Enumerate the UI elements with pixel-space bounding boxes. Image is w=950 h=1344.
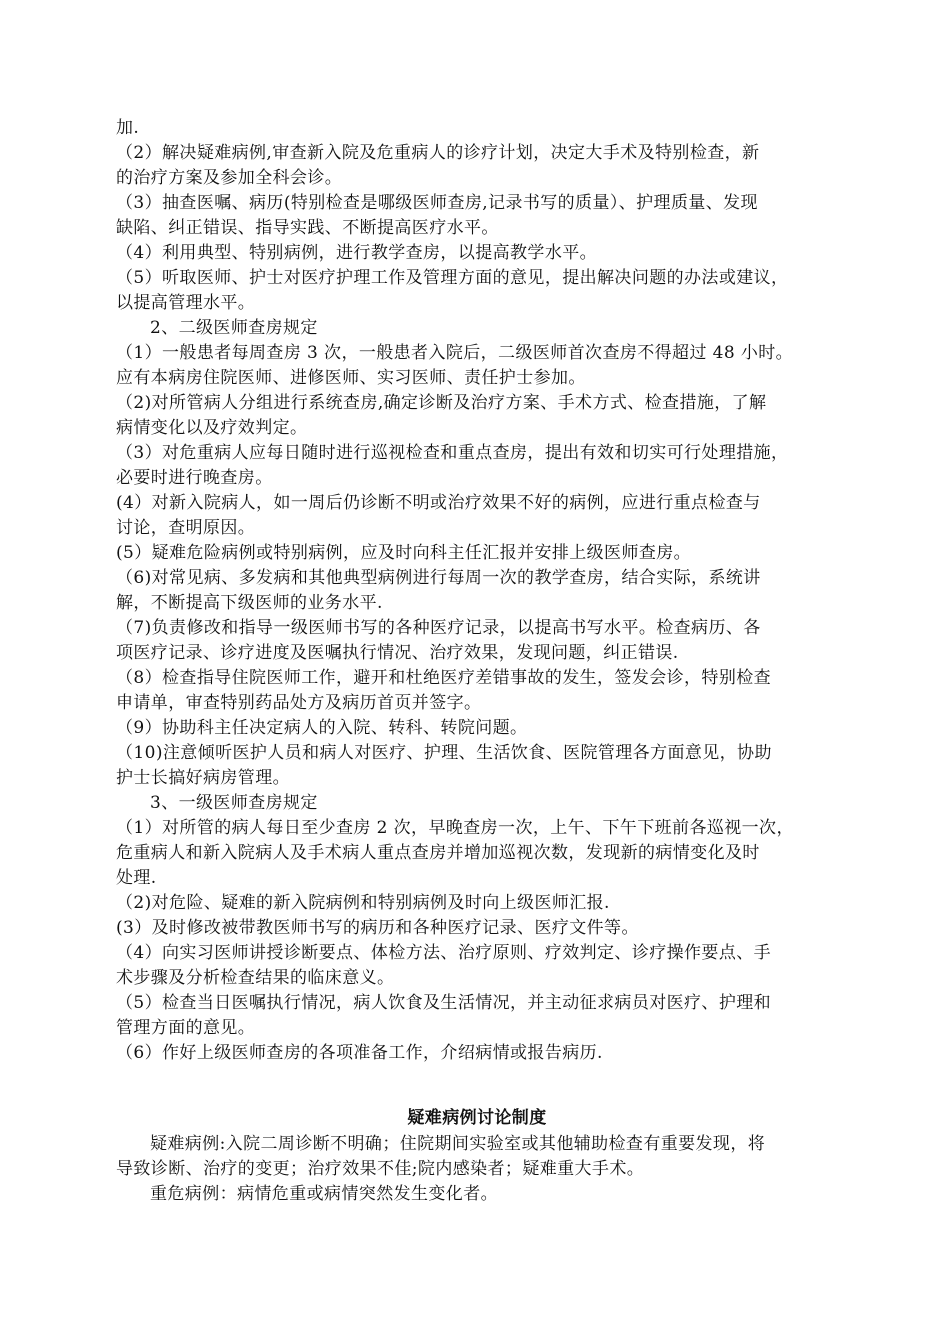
text-line: 疑难病例:入院二周诊断不明确；住院期间实验室或其他辅助检查有重要发现，将: [150, 1134, 766, 1154]
text-line: （6）作好上级医师查房的各项准备工作，介绍病情或报告病历.: [116, 1043, 603, 1063]
text-line: （9）协助科主任决定病人的入院、转科、转院问题。: [116, 718, 528, 738]
page-title: 疑难病例讨论制度: [407, 1108, 547, 1128]
severe-case-definition: 重危病例：病情危重或病情突然发生变化者。: [150, 1184, 498, 1204]
text-line: 术步骤及分析检查结果的临床意义。: [116, 968, 395, 988]
difficult-case-definition: [116, 1132, 838, 1182]
text-line: 项医疗记录、诊疗进度及医嘱执行情况、治疗效果，发现问题，纠正错误.: [116, 643, 679, 663]
rounds-senior-section: [116, 116, 838, 316]
text-line: （2)对所管病人分组进行系统查房,确定诊断及治疗方案、手术方式、检查措施，了解: [116, 393, 767, 413]
text-line: （3）抽查医嘱、病历(特别检查是哪级医师查房,记录书写的质量）、护理质量、发现: [116, 193, 758, 213]
text-line: （4）利用典型、特别病例，进行教学查房，以提高教学水平。: [116, 243, 598, 263]
text-line: 应有本病房住院医师、进修医师、实习医师、责任护士参加。: [116, 368, 586, 388]
text-line: 护士长搞好病房管理。: [116, 768, 290, 788]
text-line: （6)对常见病、多发病和其他典型病例进行每周一次的教学查房，结合实际，系统讲: [116, 568, 761, 588]
text-line: 导致诊断、治疗的变更；治疗效果不佳;院内感染者；疑难重大手术。: [116, 1159, 645, 1179]
text-line: （10)注意倾听医护人员和病人对医疗、护理、生活饮食、医院管理各方面意见，协助: [116, 743, 772, 763]
text-line: （2)对危险、疑难的新入院病例和特别病例及时向上级医师汇报.: [116, 893, 610, 913]
text-line: 讨论，查明原因。: [116, 518, 256, 538]
text-line: （8）检查指导住院医师工作，避开和杜绝医疗差错事故的发生，签发会诊，特别检查: [116, 668, 772, 688]
text-line: (5）疑难危险病例或特别病例，应及时向科主任汇报并安排上级医师查房。: [116, 543, 692, 563]
text-line: 病情变化以及疗效判定。: [116, 418, 308, 438]
text-line: （5）听取医师、护士对医疗护理工作及管理方面的意见，提出解决问题的办法或建议，: [116, 268, 789, 288]
text-line: 处理.: [116, 868, 157, 888]
text-line: 的治疗方案及参加全科会诊。: [116, 168, 343, 188]
text-line: （3）对危重病人应每日随时进行巡视检查和重点查房，提出有效和切实可行处理措施，: [116, 443, 789, 463]
rounds-level1-section: [116, 816, 838, 1066]
text-line: （1）一般患者每周查房 3 次，一般患者入院后，二级医师首次查房不得超过 48 小时。: [116, 343, 794, 363]
text-line: 缺陷、纠正错误、指导实践、不断提高医疗水平。: [116, 218, 499, 238]
text-line: （4）向实习医师讲授诊断要点、体检方法、治疗原则、疗效判定、诊疗操作要点、手: [116, 943, 772, 963]
text-line: 管理方面的意见。: [116, 1018, 256, 1038]
text-line: 以提高管理水平。: [116, 293, 256, 313]
text-line: 申请单，审查特别药品处方及病历首页并签字。: [116, 693, 482, 713]
text-line: （1）对所管的病人每日至少查房 2 次，早晚查房一次，上午、下午下班前各巡视一次，: [116, 818, 794, 838]
document-body: [116, 116, 838, 1207]
text-line: 危重病人和新入院病人及手术病人重点查房并增加巡视次数，发现新的病情变化及时: [116, 843, 760, 863]
text-line: (3）及时修改被带教医师书写的病历和各种医疗记录、医疗文件等。: [116, 918, 639, 938]
section-heading-level2-rounds: 2、二级医师查房规定: [150, 318, 318, 338]
text-line: （2）解决疑难病例,审查新入院及危重病人的诊疗计划，决定大手术及特别检查，新: [116, 143, 760, 163]
text-line: （7)负责修改和指导一级医师书写的各种医疗记录，以提高书写水平。检查病历、各: [116, 618, 761, 638]
text-line: （5）检查当日医嘱执行情况，病人饮食及生活情况，并主动征求病员对医疗、护理和: [116, 993, 772, 1013]
section-heading-level1-rounds: 3、一级医师查房规定: [150, 793, 318, 813]
text-line: 解，不断提高下级医师的业务水平.: [116, 593, 383, 613]
section-spacer: [116, 1066, 838, 1104]
text-line: 加.: [116, 118, 140, 138]
text-line: 必要时进行晚查房。: [116, 468, 273, 488]
rounds-level2-section: [116, 341, 838, 791]
text-line: (4）对新入院病人，如一周后仍诊断不明或治疗效果不好的病例，应进行重点检查与: [116, 493, 761, 513]
